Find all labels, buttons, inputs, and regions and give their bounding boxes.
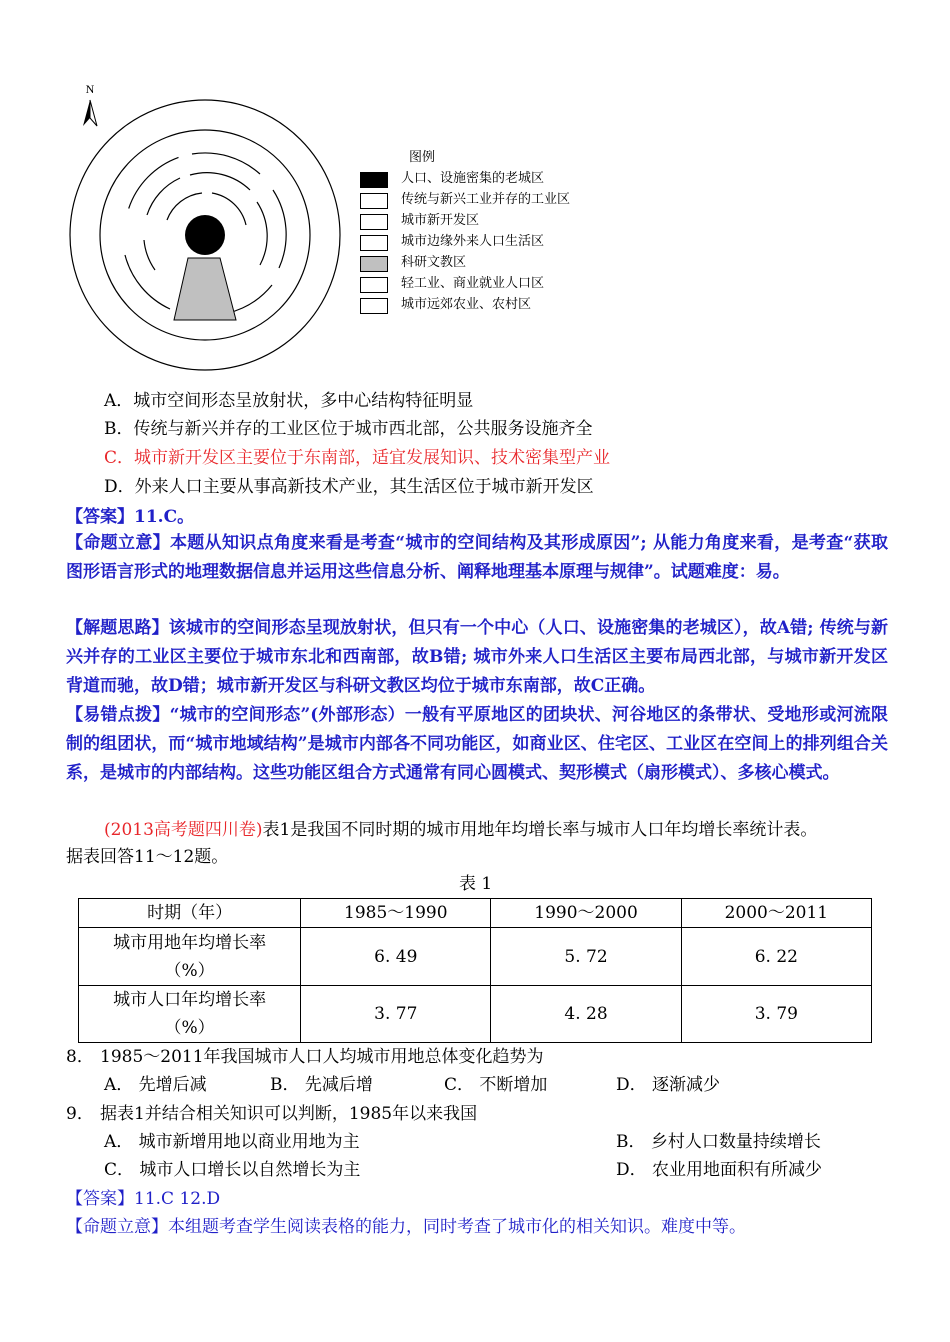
row-label: 城市用地年均增长率 （%） xyxy=(79,928,301,986)
ring-arc xyxy=(273,190,286,268)
table-row xyxy=(79,928,872,986)
table-cell: 4. 28 xyxy=(491,986,681,1043)
table-cell: 6. 49 xyxy=(301,928,491,986)
intro-line xyxy=(104,819,817,841)
intent-paragraph: 【命题立意】本题从知识点角度来看是考查“城市的空间结构及其形成原因”; 从能力角度来看，是考查“获取图形语言形式的地理数据信息并运用这些信息分析、阐释地理基本原理与规律”。试题难度：易。 xyxy=(66,533,888,582)
table-cell: 3. 79 xyxy=(681,986,871,1043)
legend-swatch-old-city xyxy=(360,172,388,188)
ring-arc xyxy=(144,240,155,270)
q8-option-c: C． 不断增加 xyxy=(444,1075,548,1095)
answer2-text: 11.C 12.D xyxy=(134,1189,221,1209)
ring-arc xyxy=(147,178,180,215)
legend-label: 传统与新兴工业并存的工业区 xyxy=(401,192,571,207)
header-cell: 2000～2011 xyxy=(681,899,871,928)
north-label: N xyxy=(85,82,95,96)
q9-stem: 据表1并结合相关知识可以判断，1985年以来我国 xyxy=(100,1104,478,1124)
ring-arc xyxy=(257,202,267,265)
answer2-tag: 【答案】 xyxy=(66,1189,134,1209)
old-city-center xyxy=(185,215,225,255)
answer2-line xyxy=(66,1188,220,1210)
q9-number: 9． xyxy=(66,1104,94,1124)
q9-option-c: C． 城市人口增长以自然增长为主 xyxy=(104,1160,361,1180)
q8-option-a: A． 先增后减 xyxy=(104,1075,207,1095)
ring-arc xyxy=(228,285,272,313)
legend-label: 城市新开发区 xyxy=(401,213,480,228)
intro-line-2: 据表回答11～12题。 xyxy=(66,847,229,867)
thinking-paragraph: 【解题思路】该城市的空间形态呈现放射状，但只有一个中心（人口、设施密集的老城区），故A错; 传统与新兴并存的工业区主要位于城市东北和西南部，故B错; 城市外来人口生活区主要布局西北部，与城市新开发区背道而驰，故D错；城市新开发区与科研文教区均位于城市东南部，故C正确。 xyxy=(66,618,888,696)
q8-number: 8． xyxy=(66,1047,94,1067)
legend-swatch-rural xyxy=(360,298,388,314)
legend-label: 城市边缘外来人口生活区 xyxy=(401,234,545,249)
legend-title: 图例 xyxy=(409,150,436,165)
intent2-text: 本组题考查学生阅读表格的能力，同时考查了城市化的相关知识。难度中等。 xyxy=(168,1217,746,1237)
legend-label: 科研文教区 xyxy=(401,255,467,270)
table-header-row xyxy=(79,899,872,928)
city-structure-map xyxy=(60,80,360,380)
legend-label: 轻工业、商业就业人口区 xyxy=(401,276,545,291)
legend-swatch-research xyxy=(360,256,388,272)
ring-arc xyxy=(190,173,250,190)
legend-label: 人口、设施密集的老城区 xyxy=(401,171,545,186)
ring-arc xyxy=(125,255,170,309)
q8-stem: 1985～2011年我国城市人口人均城市用地总体变化趋势为 xyxy=(100,1047,544,1067)
q8-option-d: D． 逐渐减少 xyxy=(616,1075,721,1095)
legend-swatch-new-development xyxy=(360,214,388,230)
north-arrow-icon xyxy=(83,100,90,126)
option-d: D．外来人口主要从事高新技术产业，其生活区位于城市新开发区 xyxy=(104,477,594,497)
intent2-tag: 【命题立意】 xyxy=(66,1217,168,1237)
intro-text: 表1是我国不同时期的城市用地年均增长率与城市人口年均增长率统计表。 xyxy=(262,820,818,840)
row-label: 城市人口年均增长率 （%） xyxy=(79,986,301,1043)
option-a: A．城市空间形态呈放射状，多中心结构特征明显 xyxy=(104,391,474,411)
ring-arc xyxy=(167,193,202,220)
header-cell: 时期（年） xyxy=(79,899,301,928)
legend-swatch-industrial xyxy=(360,193,388,209)
table-cell: 3. 77 xyxy=(301,986,491,1043)
q9-option-a: A． 城市新增用地以商业用地为主 xyxy=(104,1132,360,1152)
tips-paragraph: 【易错点拨】“城市的空间形态”(外部形态）一般有平原地区的团块状、河谷地区的条带状、受地形或河流限制的组团状，而“城市地域结构”是城市内部各不同功能区，如商业区、住宅区、工业区在空间上的排列组合关系，是城市的内部结构。这些功能区组合方式通常有同心圆模式、契形模式（扇形模式）、多核心模式。 xyxy=(66,705,888,783)
intent2-line xyxy=(66,1216,746,1238)
legend-label: 城市远郊农业、农村区 xyxy=(401,297,532,312)
legend-swatch-light-industry xyxy=(360,277,388,293)
legend-swatch-migrant-living xyxy=(360,235,388,251)
table-row xyxy=(79,986,872,1043)
table-cell: 5. 72 xyxy=(491,928,681,986)
ring-arc xyxy=(192,153,260,174)
q8-option-b: B． 先减后增 xyxy=(270,1075,373,1095)
source-tag: (2013高考题四川卷) xyxy=(104,820,263,840)
q9-option-d: D． 农业用地面积有所减少 xyxy=(616,1160,823,1180)
table-cell: 6. 22 xyxy=(681,928,871,986)
option-b: B．传统与新兴并存的工业区位于城市西北部，公共服务设施齐全 xyxy=(104,419,593,439)
q9-option-b: B． 乡村人口数量持续增长 xyxy=(616,1132,821,1152)
research-education-sector xyxy=(174,258,236,320)
header-cell: 1990～2000 xyxy=(491,899,681,928)
answer-label: 【答案】11.C。 xyxy=(66,507,195,527)
header-cell: 1985～1990 xyxy=(301,899,491,928)
option-c-correct: C．城市新开发区主要位于东南部，适宜发展知识、技术密集型产业 xyxy=(104,448,611,468)
stats-table xyxy=(78,898,872,1043)
table-caption: 表 1 xyxy=(459,874,493,894)
